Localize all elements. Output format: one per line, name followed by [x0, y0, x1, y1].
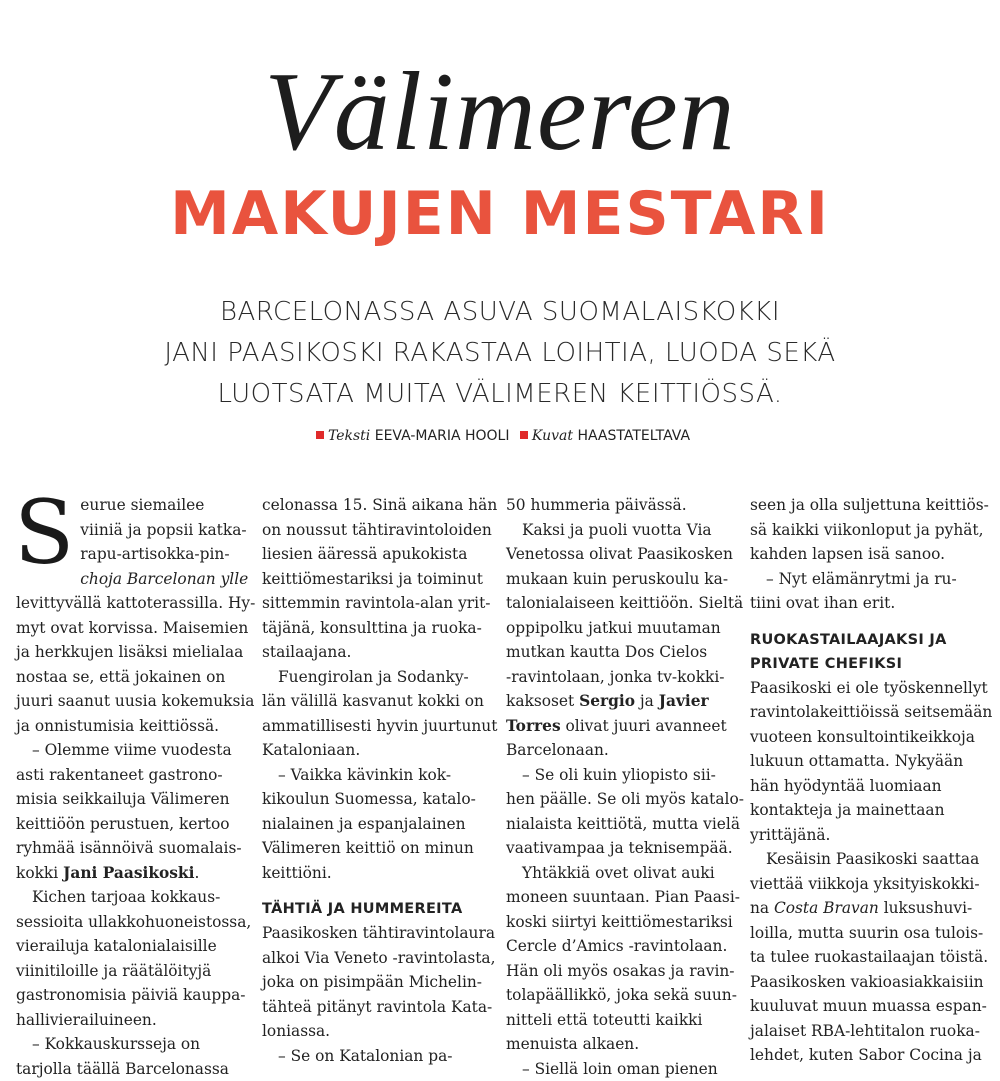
body-line: Venetossa olivat Paasikosken [506, 542, 728, 567]
body-line: mukaan kuin peruskoulu ka- [506, 567, 728, 592]
lead-line: LUOTSATA MUITA VÄLIMEREN KEITTIÖSSÄ. [100, 374, 900, 415]
body-line: – Se on Katalonian pa- [262, 1044, 484, 1069]
body-line [506, 714, 728, 739]
body-line: misia seikkailuja Välimeren [16, 787, 238, 812]
body-line: kontakteja ja mainettaan [750, 798, 972, 823]
body-line: myt ovat korvissa. Maisemien [16, 616, 238, 641]
body-line: ja herkkujen lisäksi mielialaa [16, 640, 238, 665]
body-line: Paasikosken tähtiravintolaura [262, 921, 484, 946]
body-line: – Siellä loin oman pienen [506, 1057, 728, 1081]
byline-photo-role: Kuvat [532, 428, 573, 444]
body-line: sä kaikki viikonloput ja pyhät, [750, 518, 972, 543]
body-text: olivat juuri avanneet [561, 717, 727, 735]
body-line: – Nyt elämänrytmi ja ru- [750, 567, 972, 592]
body-line: kahden lapsen isä sanoo. [750, 542, 972, 567]
person-name-bold: Sergio [579, 692, 635, 710]
body-line: tähteä pitänyt ravintola Kata- [262, 995, 484, 1020]
body-line: 50 hummeria päivässä. [506, 493, 728, 518]
body-line: hallivierailuineen. [16, 1008, 238, 1033]
body-line: liesien ääressä apukokista [262, 542, 484, 567]
byline-photographer: HAASTATELTAVA [577, 428, 690, 444]
body-text: . [194, 864, 199, 882]
body-line: sittemmin ravintola-alan yrit- [262, 591, 484, 616]
body-line: kikoulun Suomessa, katalo- [262, 787, 484, 812]
body-line: seen ja olla suljettuna keittiös- [750, 493, 972, 518]
body-line: keittiöni. [262, 861, 484, 886]
body-line: moneen suuntaan. Pian Paasi- [506, 885, 728, 910]
body-line: sessioita ullakkohuoneistossa, [16, 910, 238, 935]
lead-line: BARCELONASSA ASUVA SUOMALAISKOKKI [100, 292, 900, 333]
body-line: Paasikoski ei ole työskennellyt [750, 676, 972, 701]
body-text: luksushuvi- [879, 899, 972, 917]
article-column-1 [16, 493, 238, 1081]
body-line: koski siirtyi keittiömestariksi [506, 910, 728, 935]
headline-main: Välimeren [0, 52, 1000, 172]
body-line: Kichen tarjoaa kokkaus- [16, 885, 238, 910]
body-line: ta tulee ruokastailaajan töistä. [750, 945, 972, 970]
body-line: -ravintolaan, jonka tv-kokki- [506, 665, 728, 690]
body-line: keittiömestariksi ja toiminut [262, 567, 484, 592]
article-column-2 [262, 493, 484, 1068]
body-line [750, 896, 972, 921]
body-line: täjänä, konsulttina ja ruoka- [262, 616, 484, 641]
body-line: hen päälle. Se oli myös katalo- [506, 787, 728, 812]
body-line: levittyvällä kattoterassilla. Hy- [16, 591, 238, 616]
body-line: hän hyödyntää luomiaan [750, 774, 972, 799]
body-line: yrittäjänä. [750, 823, 972, 848]
body-line: län välillä kasvanut kokki on [262, 689, 484, 714]
body-line: oppipolku jatkui muutaman [506, 616, 728, 641]
drop-cap: S [14, 493, 74, 577]
body-line [506, 689, 728, 714]
body-line: Kataloniaan. [262, 738, 484, 763]
body-line: Cercle d’Amics -ravintolaan. [506, 934, 728, 959]
body-line: eurue siemailee [16, 493, 238, 518]
body-line: viinitiloille ja räätälöityjä [16, 959, 238, 984]
body-line: stailaajana. [262, 640, 484, 665]
person-name-bold: Jani Paasikoski [63, 864, 194, 882]
body-text: na [750, 899, 774, 917]
body-line: ammatillisesti hyvin juurtunut [262, 714, 484, 739]
body-line: tolapäällikkö, joka sekä suun- [506, 983, 728, 1008]
section-heading: TÄHTIÄ JA HUMMEREITA [262, 897, 484, 921]
body-line: ryhmää isännöivä suomalais- [16, 836, 238, 861]
body-line: keittiöön perustuen, kertoo [16, 812, 238, 837]
body-line: Kesäisin Paasikoski saattaa [750, 847, 972, 872]
body-text: rapu-artisokka-pin- [80, 545, 229, 563]
body-line: – Kokkauskursseja on [16, 1032, 238, 1057]
body-line: jalaiset RBA-lehtitalon ruoka- [750, 1019, 972, 1044]
byline-author: EEVA-MARIA HOOLI [375, 428, 510, 444]
lead-line: JANI PAASIKOSKI RAKASTAA LOIHTIA, LUODA SEKÄ [100, 333, 900, 374]
body-line: nialaista keittiötä, mutta vielä [506, 812, 728, 837]
body-line: Paasikosken vakioasiakkaisiin [750, 970, 972, 995]
person-name-bold: Javier [659, 692, 709, 710]
body-line: Barcelonaan. [506, 738, 728, 763]
body-line: tarjolla täällä Barcelonassa [16, 1057, 238, 1081]
body-line: Välimeren keittiö on minun [262, 836, 484, 861]
body-line: tiini ovat ihan erit. [750, 591, 972, 616]
body-line: nitteli että toteutti kaikki [506, 1008, 728, 1033]
body-italic: choja Barcelonan ylle [80, 570, 248, 588]
body-line: Yhtäkkiä ovet olivat auki [506, 861, 728, 886]
body-line: ja onnistumisia keittiössä. [16, 714, 238, 739]
body-line: alkoi Via Veneto -ravintolasta, [262, 946, 484, 971]
body-line: Kaksi ja puoli vuotta Via [506, 518, 728, 543]
body-text: kokki [16, 864, 63, 882]
body-text: ja [635, 692, 659, 710]
section-gap [262, 885, 484, 897]
body-line: celonassa 15. Sinä aikana hän [262, 493, 484, 518]
body-line: lehdet, kuten Sabor Cocina ja [750, 1043, 972, 1068]
body-line: menuista alkaen. [506, 1032, 728, 1057]
body-line: vuoteen konsultointikeikkoja [750, 725, 972, 750]
place-italic: Costa Bravan [774, 899, 879, 917]
section-gap [750, 616, 972, 628]
body-line: juuri saanut uusia kokemuksia [16, 689, 238, 714]
body-text: kaksoset [506, 692, 579, 710]
body-line: ravintolakeittiöissä seitsemään [750, 700, 972, 725]
byline-text-role: Teksti [328, 428, 370, 444]
lead-paragraph [100, 292, 900, 415]
body-line: on noussut tähtiravintoloiden [262, 518, 484, 543]
body-line: mutkan kautta Dos Cielos [506, 640, 728, 665]
body-line: nostaa se, että jokainen on [16, 665, 238, 690]
body-line: vaativampaa ja teknisempää. [506, 836, 728, 861]
body-line: lukuun ottamatta. Nykyään [750, 749, 972, 774]
section-heading: RUOKASTAILAAJAKSI JA [750, 628, 972, 652]
body-line: loilla, mutta suurin osa tulois- [750, 921, 972, 946]
article-column-3 [506, 493, 728, 1081]
body-line: – Vaikka kävinkin kok- [262, 763, 484, 788]
bullet-square-icon [520, 431, 528, 439]
body-line: talonialaiseen keittiöön. Sieltä [506, 591, 728, 616]
body-line: kuuluvat muun muassa espan- [750, 994, 972, 1019]
section-heading: PRIVATE CHEFIKSI [750, 652, 972, 676]
person-name-bold: Torres [506, 717, 561, 735]
body-line: nialainen ja espanjalainen [262, 812, 484, 837]
body-line: – Olemme viime vuodesta [16, 738, 238, 763]
body-line: – Se oli kuin yliopisto sii- [506, 763, 728, 788]
body-line [16, 861, 238, 886]
headline-sub: MAKUJEN MESTARI [0, 180, 1000, 248]
body-line: Fuengirolan ja Sodanky- [262, 665, 484, 690]
body-line: gastronomisia päiviä kauppa- [16, 983, 238, 1008]
body-line: joka on pisimpään Michelin- [262, 970, 484, 995]
body-line: viiniä ja popsii katka- [16, 518, 238, 543]
body-line: asti rakentaneet gastrono- [16, 763, 238, 788]
body-line: Hän oli myös osakas ja ravin- [506, 959, 728, 984]
byline [0, 428, 1000, 444]
article-column-4 [750, 493, 972, 1068]
body-line: vierailuja katalonialaisille [16, 934, 238, 959]
body-line: viettää viikkoja yksityiskokki- [750, 872, 972, 897]
bullet-square-icon [316, 431, 324, 439]
body-line: loniassa. [262, 1019, 484, 1044]
